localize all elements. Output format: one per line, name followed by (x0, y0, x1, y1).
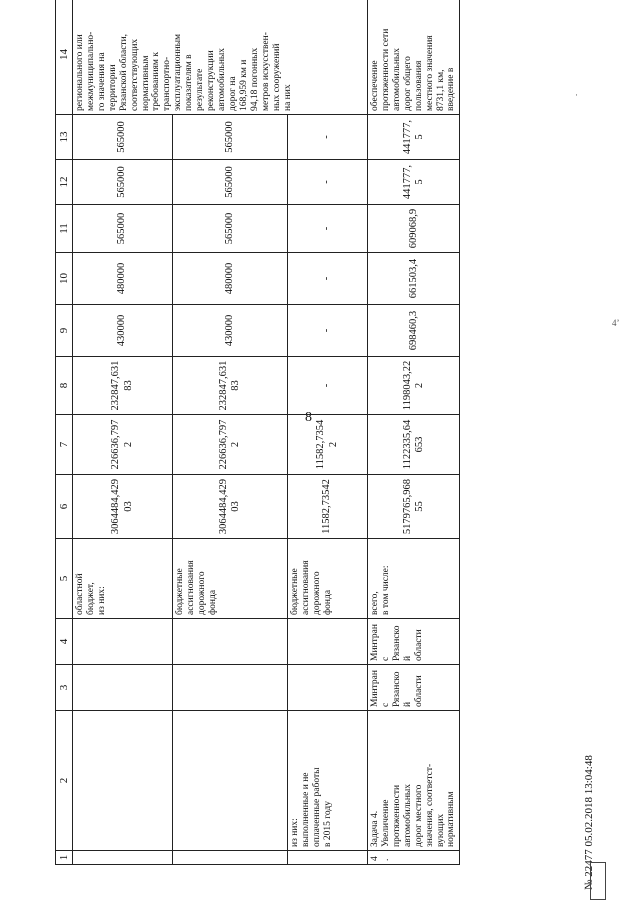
table-cell: регионального или межмуниципально- го значения на территории Рязанской области, соответствующих нормативным требованиям к транспортно- эксплуатационным показателям в результате реконструкции автомобильных дорог на 168,959 км и 94,18 погонных метров искусствен- ных сооружений на них (73, 0, 368, 115)
table-row (368, 0, 460, 865)
table-cell: 565000 (73, 160, 173, 205)
table-cell: 4. (368, 851, 460, 865)
table-cell (173, 711, 288, 851)
table-cell: - (288, 305, 368, 357)
table-cell: 609068,9 (368, 205, 460, 253)
table-cell (173, 665, 288, 711)
header-cell: 13 (56, 115, 73, 160)
registration-stamp (590, 862, 606, 900)
table-cell: 430000 (173, 305, 288, 357)
table-cell: всего, в том числе: (368, 539, 460, 619)
table-cell: 1122335,64653 (368, 415, 460, 475)
page-number: 8 (305, 410, 312, 425)
table-cell: - (288, 205, 368, 253)
margin-mark: 4ʼ (612, 318, 620, 328)
table-cell (73, 665, 173, 711)
table-cell: обеспечение протяженности сети автомобильных дорог общего пользования местного значения 8731,1 км, введение в (368, 0, 460, 115)
table-cell: 565000 (173, 160, 288, 205)
header-cell: 6 (56, 475, 73, 539)
header-cell: 5 (56, 539, 73, 619)
table-cell (73, 619, 173, 665)
table-cell: 565000 (73, 205, 173, 253)
table-cell: - (288, 115, 368, 160)
header-cell: 11 (56, 205, 73, 253)
header-cell: 12 (56, 160, 73, 205)
table-cell: - (288, 160, 368, 205)
table-cell: 5179765,96855 (368, 475, 460, 539)
margin-mark: · (575, 90, 578, 100)
table-cell: бюджетные ассигнования дорожного фонда (288, 539, 368, 619)
table-cell (73, 711, 173, 851)
header-cell: 14 (56, 0, 73, 115)
table-cell: 565000 (173, 205, 288, 253)
table-cell: 3064484,42903 (73, 475, 173, 539)
header-cell: 1 (56, 851, 73, 865)
table-cell: 11582,73542 (288, 415, 368, 475)
table-row (73, 0, 173, 865)
rotated-table-container (55, 28, 457, 865)
table-cell: Задача 4. Увеличение протяженности автомобильных дорог местного значения, соответст- вующих нормативным (368, 711, 460, 851)
table-cell: 232847,63183 (173, 357, 288, 415)
table-cell (288, 619, 368, 665)
table-row (173, 0, 288, 865)
program-table (55, 0, 460, 865)
header-cell: 8 (56, 357, 73, 415)
header-cell: 7 (56, 415, 73, 475)
table-cell: - (288, 357, 368, 415)
header-cell: 4 (56, 619, 73, 665)
header-cell: 2 (56, 711, 73, 851)
registration-footer: № 22477 05.02.2018 13:04:48 (583, 755, 595, 890)
table-cell (288, 665, 368, 711)
table-cell: 661503,4 (368, 253, 460, 305)
table-row (288, 0, 368, 865)
header-cell: 10 (56, 253, 73, 305)
table-cell: 11582,73542 (288, 475, 368, 539)
header-cell: 9 (56, 305, 73, 357)
table-cell (73, 851, 173, 865)
table-cell: 430000 (73, 305, 173, 357)
table-cell (173, 851, 288, 865)
table-cell: Минтранс Рязанской области (368, 619, 460, 665)
table-cell: 480000 (173, 253, 288, 305)
table-cell: - (288, 253, 368, 305)
table-cell (288, 851, 368, 865)
table-cell (173, 619, 288, 665)
table-cell: 3064484,42903 (173, 475, 288, 539)
table-cell: 698460,3 (368, 305, 460, 357)
header-cell: 3 (56, 665, 73, 711)
header-row (56, 0, 73, 865)
table-cell: 226636,7972 (173, 415, 288, 475)
table-cell: Минтранс Рязанской области (368, 665, 460, 711)
table-cell: бюджетные ассигнования дорожного фонда (173, 539, 288, 619)
table-cell: 565000 (73, 115, 173, 160)
table-cell: 565000 (173, 115, 288, 160)
table-cell: 226636,7972 (73, 415, 173, 475)
table-cell: 1198043,222 (368, 357, 460, 415)
table-cell: 232847,63183 (73, 357, 173, 415)
table-cell: из них: выполненные и не оплаченные работы в 2015 году (288, 711, 368, 851)
table-cell: 480000 (73, 253, 173, 305)
table-cell: 441777,5 (368, 115, 460, 160)
table-cell: областной бюджет, из них: (73, 539, 173, 619)
table-cell: 441777,5 (368, 160, 460, 205)
